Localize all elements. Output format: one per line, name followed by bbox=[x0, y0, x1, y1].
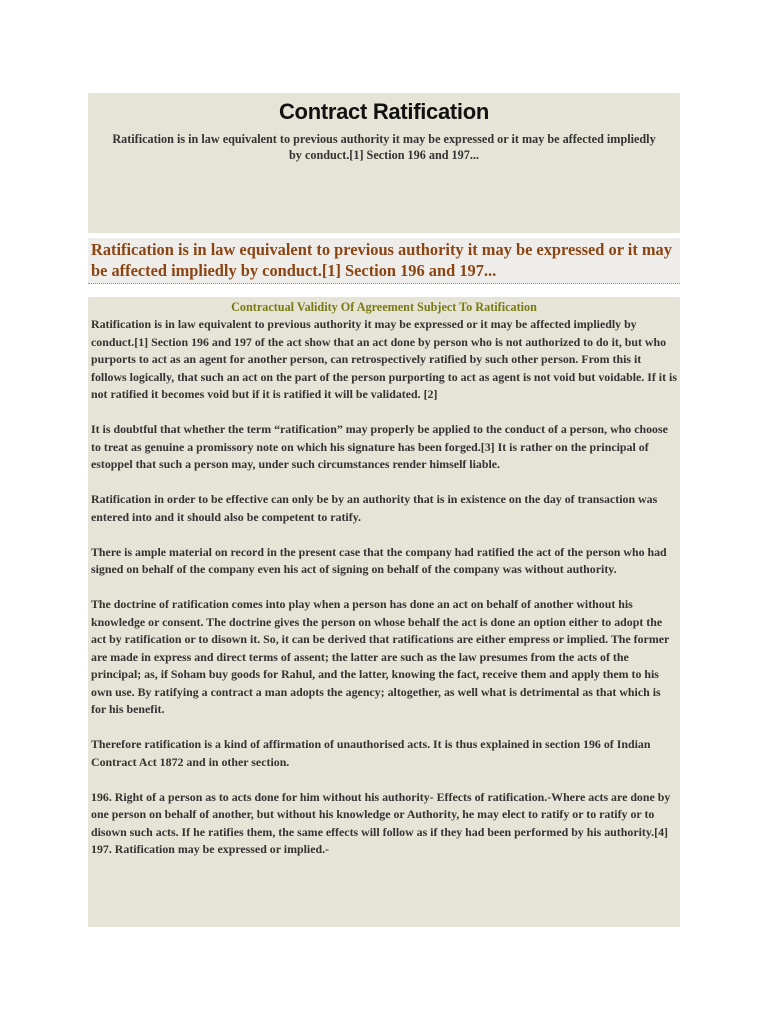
paragraph: It is doubtful that whether the term “ratification” may properly be applied to the conduct of a person, who choose to treat as genuine a promissory note on which his signature has been forged.[3] It is rather on the principal of estoppel that such a person may, under such circumstances render himself liable. bbox=[91, 422, 668, 471]
page-title: Contract Ratification bbox=[278, 99, 490, 124]
paragraph: 197. Ratification may be expressed or implied.- bbox=[91, 842, 330, 856]
paragraph: Therefore ratification is a kind of affirmation of unauthorised acts. It is thus explained in section 196 of Indian Contract Act 1872 and in other section. bbox=[91, 737, 651, 769]
article-body bbox=[88, 297, 680, 927]
header-summary: Ratification is in law equivalent to previous authority it may be expressed or it may be affected impliedly by conduct.[1] Section 196 and 197... bbox=[112, 132, 656, 162]
paragraph: Ratification is in law equivalent to previous authority it may be expressed or it may be affected impliedly by conduct.[1] Section 196 and 197 of the act show that an act done by person who is not authorized to do it, but who purports to act as an agent for another person, can retrospectively ratified by such other person. From this it follows logically, that such an act on the part of the person purporting to act as agent is not void but voidable. If it is not ratified it becomes void but if it is ratified it will be validated. [2] bbox=[91, 317, 677, 401]
document-header bbox=[88, 93, 680, 233]
headline-text: Ratification is in law equivalent to previous authority it may be expressed or it may be affected impliedly by conduct.[1] Section 196 and 197... bbox=[91, 240, 672, 280]
paragraph: The doctrine of ratification comes into play when a person has done an act on behalf of another without his knowledge or consent. The doctrine gives the person on whose behalf the act is done an option either to adopt the act by ratification or to disown it. So, it can be derived that ratifications are either empress or implied. The former are made in express and direct terms of assent; the latter are such as the law presumes from the acts of the principal; as, if Soham buy goods for Rahul, and the latter, knowing the fact, receive them and apply them to his own use. By ratifying a contract a man adopts the agency; altogether, as well what is detrimental as that which is for his benefit. bbox=[91, 597, 670, 716]
section-title: Contractual Validity Of Agreement Subject To Ratification bbox=[231, 300, 537, 314]
paragraph: There is ample material on record in the present case that the company had ratified the act of the person who had signed on behalf of the company even his act of signing on behalf of the company was without authority. bbox=[91, 544, 667, 576]
paragraph: Ratification in order to be effective can only be by an authority that is in existence on the day of transaction was entered into and it should also be competent to ratify. bbox=[91, 492, 658, 524]
paragraph: 196. Right of a person as to acts done for him without his authority- Effects of ratification.-Where acts are done by one person on behalf of another, but without his knowledge or Authority, he may elect to ratify or to ratify or to disown such acts. If he ratifies them, the same effects will follow as if they had been performed by his authority.[4] bbox=[91, 789, 671, 839]
headline-banner bbox=[88, 238, 680, 284]
